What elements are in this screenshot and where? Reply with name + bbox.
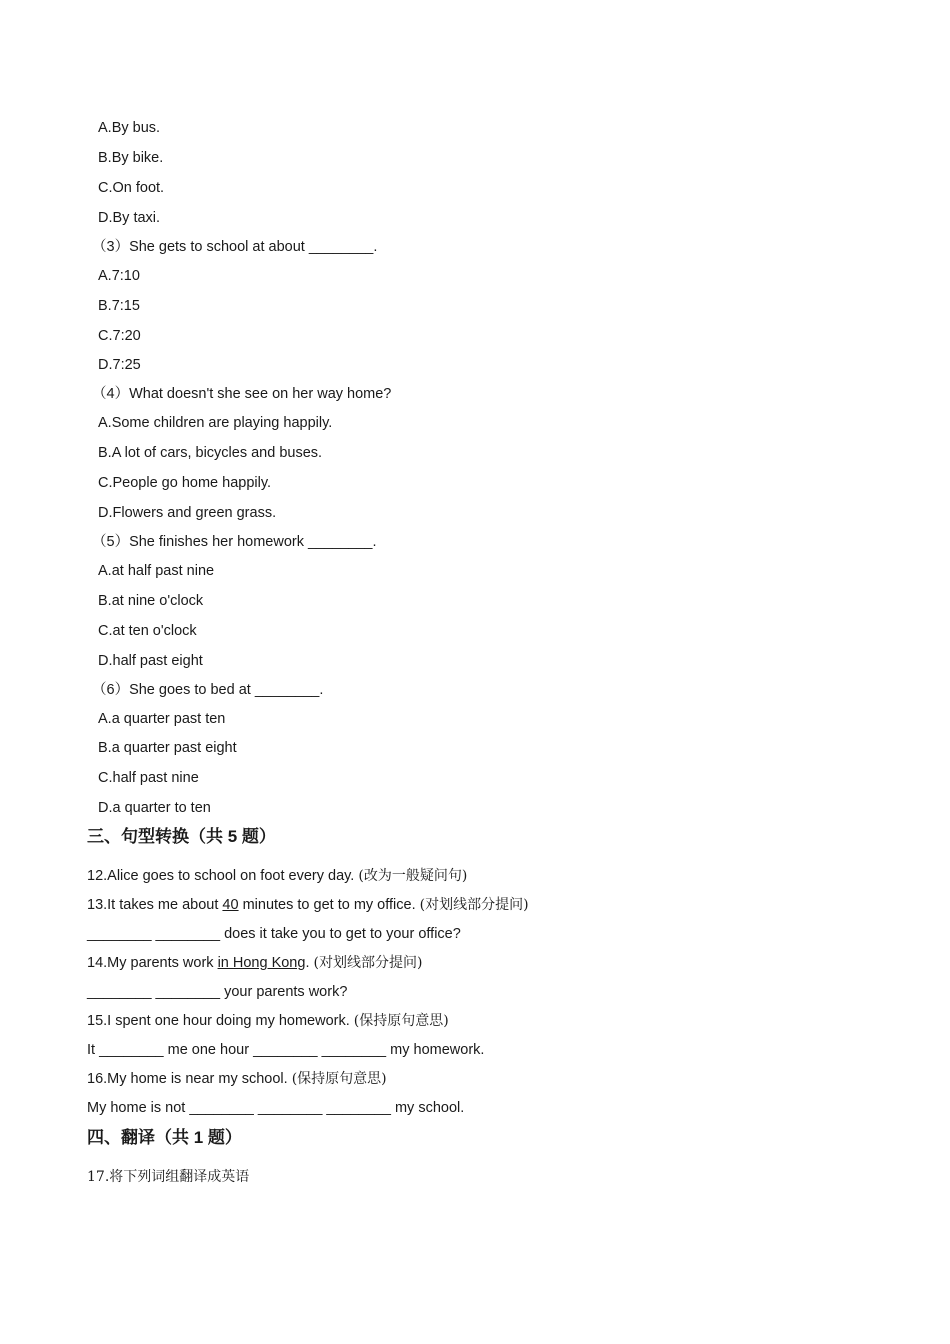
q6-option-b: B.a quarter past eight: [98, 740, 237, 756]
q15-line: [87, 1011, 449, 1031]
q14-instruction: (对划线部分提问): [313, 955, 423, 971]
section4-heading: 四、翻译（共 1 题）: [87, 1128, 242, 1147]
q3-option-b: B.7:15: [98, 298, 140, 314]
q14-underlined: in Hong Kong: [217, 955, 306, 971]
q6-option-c: C.half past nine: [98, 770, 199, 786]
q16-line: [87, 1069, 387, 1089]
q14-text-post: .: [305, 955, 314, 971]
q16-answer-line: My home is not ________ ________ ________ my school.: [87, 1100, 465, 1116]
q3-option-d: D.7:25: [98, 357, 141, 373]
q5-option-c: C.at ten o'clock: [98, 623, 197, 639]
q12-text: 12.Alice goes to school on foot every day.: [87, 868, 359, 884]
q4-option-a: A.Some children are playing happily.: [98, 415, 333, 431]
q5-option-d: D.half past eight: [98, 653, 203, 669]
q4-option-b: B.A lot of cars, bicycles and buses.: [98, 445, 323, 461]
q13-text-pre: 13.It takes me about: [87, 897, 223, 913]
q13-underlined: 40: [222, 897, 239, 913]
q3-question: （3）She gets to school at about ________.: [92, 239, 378, 255]
q15-text: 15.I spent one hour doing my homework.: [87, 1013, 354, 1029]
q13-text-post: minutes to get to my office.: [238, 897, 420, 913]
q14-text-pre: 14.My parents work: [87, 955, 218, 971]
q2-option-b: B.By bike.: [98, 150, 164, 166]
q13-answer-line: ________ ________ does it take you to get to your office?: [87, 926, 461, 942]
q12-line: [87, 866, 467, 886]
q2-option-a: A.By bus.: [98, 120, 161, 136]
q12-instruction: (改为一般疑问句): [358, 868, 468, 884]
q5-question: （5）She finishes her homework ________.: [92, 534, 377, 550]
q4-option-c: C.People go home happily.: [98, 475, 272, 491]
q3-option-c: C.7:20: [98, 328, 141, 344]
q2-option-d: D.By taxi.: [98, 210, 161, 226]
q4-option-d: D.Flowers and green grass.: [98, 505, 277, 521]
q15-instruction: (保持原句意思): [353, 1013, 449, 1029]
q6-question: （6）She goes to bed at ________.: [92, 682, 324, 698]
q6-option-d: D.a quarter to ten: [98, 800, 211, 816]
q5-option-b: B.at nine o'clock: [98, 593, 204, 609]
q4-question: （4）What doesn't she see on her way home?: [92, 386, 392, 402]
q16-instruction: (保持原句意思): [291, 1071, 387, 1087]
q6-option-a: A.a quarter past ten: [98, 711, 226, 727]
q3-option-a: A.7:10: [98, 268, 140, 284]
section3-heading: 三、句型转换（共 5 题）: [87, 827, 276, 846]
q13-line: [87, 895, 529, 915]
q15-answer-line: It ________ me one hour ________ ________ my homework.: [87, 1042, 485, 1058]
q16-text: 16.My home is near my school.: [87, 1071, 292, 1087]
q14-line: [87, 953, 422, 973]
q5-option-a: A.at half past nine: [98, 563, 215, 579]
q17-text: 17.将下列词组翻译成英语: [87, 1169, 250, 1185]
q2-option-c: C.On foot.: [98, 180, 165, 196]
q14-answer-line: ________ ________ your parents work?: [87, 984, 348, 1000]
q13-instruction: (对划线部分提问): [419, 897, 529, 913]
